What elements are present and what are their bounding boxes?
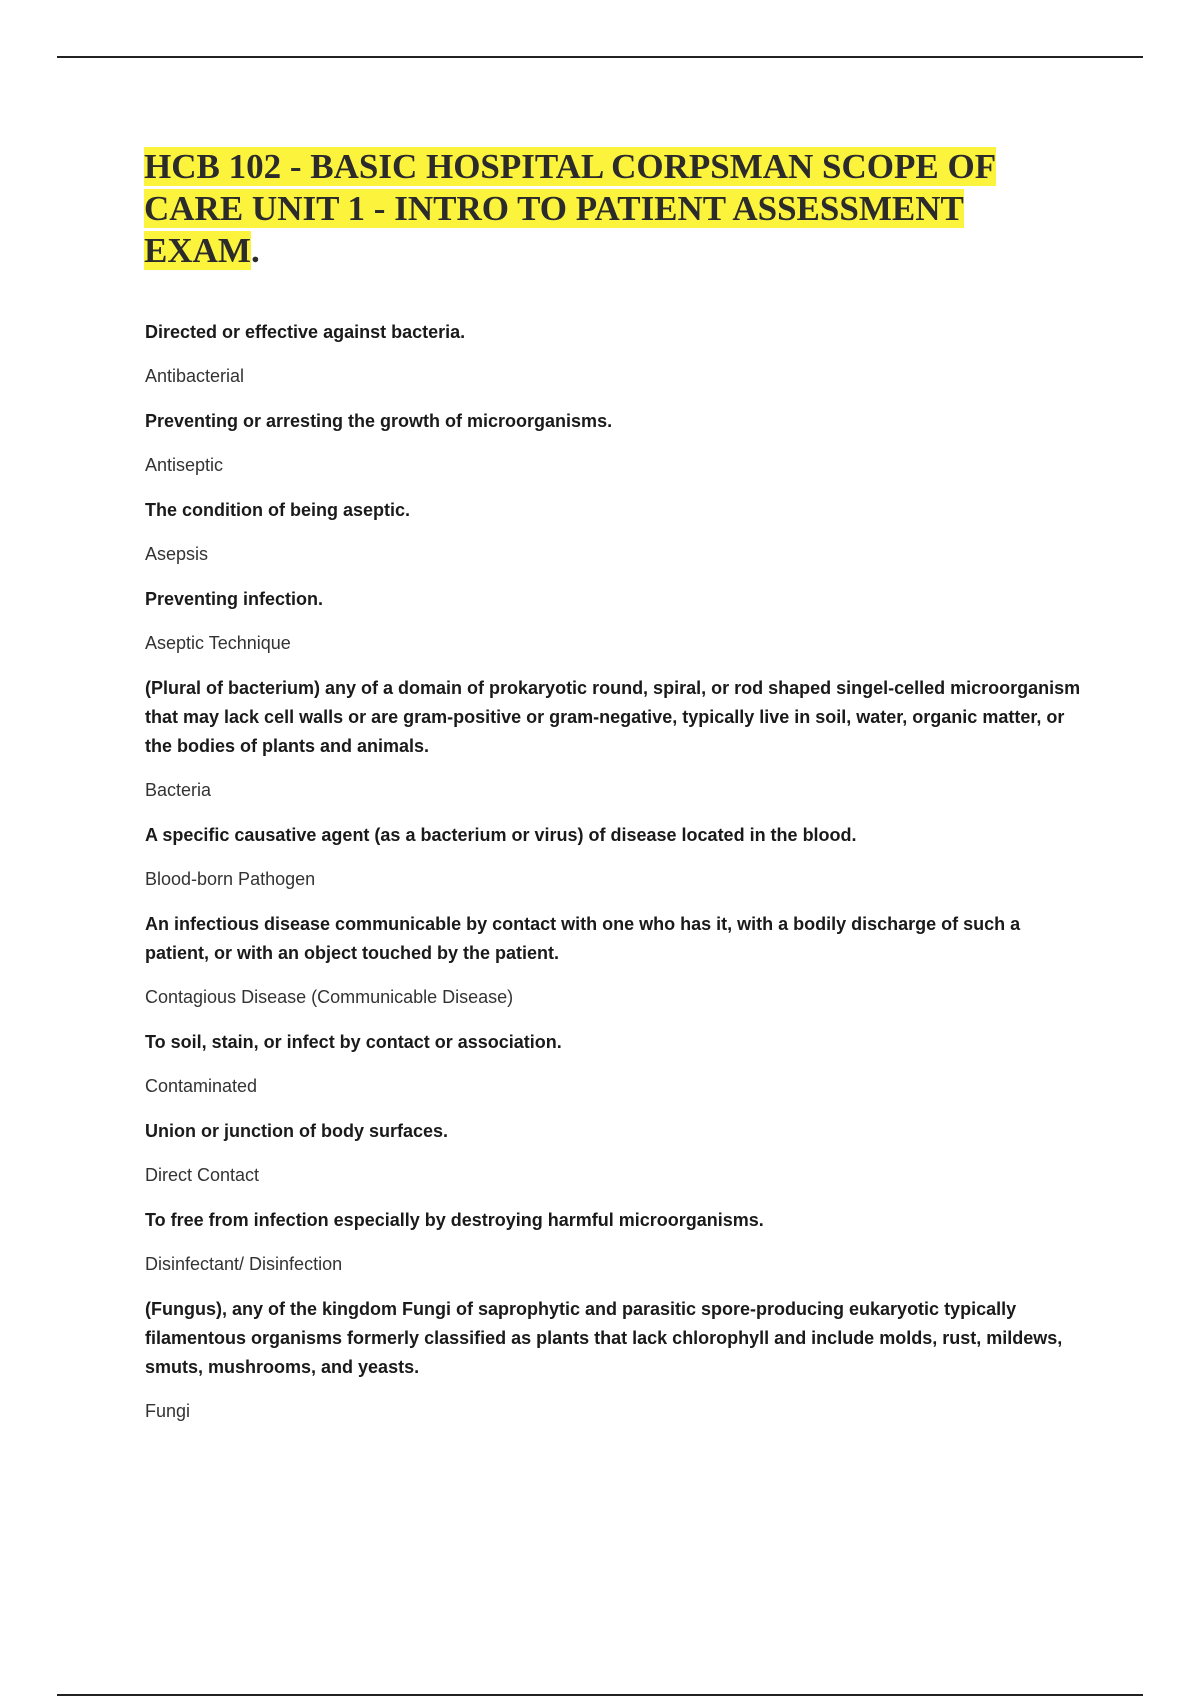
qa-item — [145, 910, 1085, 1012]
qa-list — [145, 318, 1085, 1442]
qa-question: Union or junction of body surfaces. — [145, 1121, 449, 1141]
qa-item — [145, 1117, 1085, 1190]
qa-item — [145, 1028, 1085, 1101]
bottom-rule — [57, 1694, 1143, 1696]
qa-answer: Disinfectant/ Disinfection — [145, 1254, 343, 1274]
qa-answer: Bacteria — [145, 780, 212, 800]
qa-item — [145, 407, 1085, 480]
qa-question: The condition of being aseptic. — [145, 500, 411, 520]
qa-question: (Fungus), any of the kingdom Fungi of saprophytic and parasitic spore-producing eukaryotic typically filamentous organisms formerly classified as plants that lack chlorophyll and include molds, rust, mildews, smuts, mushrooms, and yeasts. — [145, 1299, 1063, 1377]
qa-answer: Antibacterial — [145, 366, 245, 386]
qa-question: (Plural of bacterium) any of a domain of prokaryotic round, spiral, or rod shaped singel-celled microorganism that may lack cell walls or are gram-positive or gram-negative, typically live in soil, water, organic matter, or the bodies of plants and animals. — [145, 678, 1081, 756]
qa-question: A specific causative agent (as a bacterium or virus) of disease located in the blood. — [145, 825, 857, 845]
qa-question: To soil, stain, or infect by contact or association. — [145, 1032, 562, 1052]
qa-answer: Contaminated — [145, 1076, 258, 1096]
qa-answer: Contagious Disease (Communicable Disease) — [145, 987, 514, 1007]
qa-answer: Blood-born Pathogen — [145, 869, 316, 889]
page-title — [144, 146, 1084, 272]
qa-item — [145, 1206, 1085, 1279]
qa-question: Preventing or arresting the growth of microorganisms. — [145, 411, 613, 431]
qa-answer: Direct Contact — [145, 1165, 260, 1185]
qa-answer: Asepsis — [145, 544, 209, 564]
page-title-suffix: . — [250, 231, 260, 270]
qa-item — [145, 318, 1085, 391]
qa-question: An infectious disease communicable by contact with one who has it, with a bodily discharge of such a patient, or with an object touched by the patient. — [145, 914, 1021, 963]
qa-item — [145, 585, 1085, 658]
qa-item — [145, 821, 1085, 894]
qa-question: To free from infection especially by destroying harmful microorganisms. — [145, 1210, 764, 1230]
top-rule — [57, 56, 1143, 58]
qa-item — [145, 674, 1085, 805]
qa-answer: Aseptic Technique — [145, 633, 291, 653]
qa-answer: Fungi — [145, 1401, 191, 1421]
qa-answer: Antiseptic — [145, 455, 224, 475]
page-title-highlight: HCB 102 - BASIC HOSPITAL CORPSMAN SCOPE OF CARE UNIT 1 - INTRO TO PATIENT ASSESSMENT EXAM — [144, 147, 997, 270]
qa-item — [145, 1295, 1085, 1426]
qa-question: Directed or effective against bacteria. — [145, 322, 466, 342]
qa-item — [145, 496, 1085, 569]
qa-question: Preventing infection. — [145, 589, 324, 609]
